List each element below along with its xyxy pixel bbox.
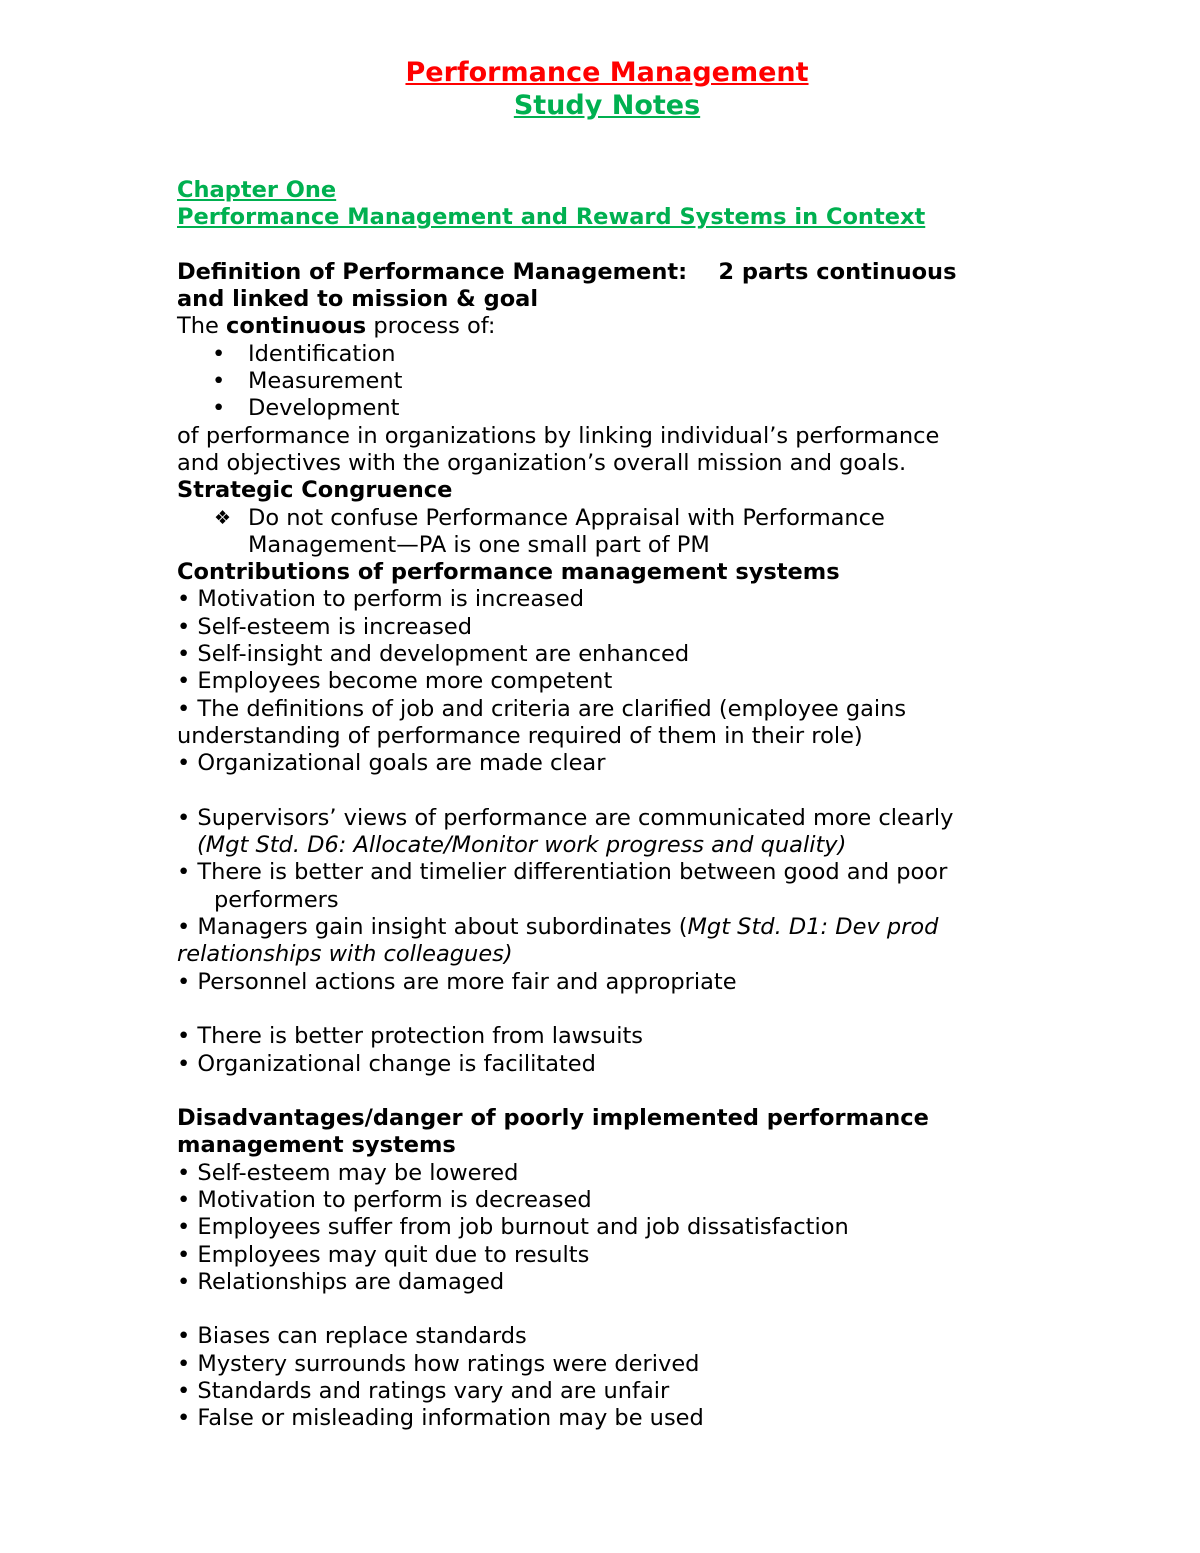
list-item: • Standards and ratings vary and are unfair xyxy=(177,1378,670,1405)
managers-standard: Mgt Std. D1: Dev prod xyxy=(687,914,939,941)
definition-heading-line2: and linked to mission & goal xyxy=(177,286,539,313)
list-item: • Relationships are damaged xyxy=(177,1268,505,1295)
list-item: • The definitions of job and criteria are clarified (employee gains xyxy=(177,695,907,722)
definition-intro-prefix: The xyxy=(177,313,226,340)
document-subtitle: Study Notes xyxy=(513,90,701,121)
list-item: • Organizational goals are made clear xyxy=(177,750,606,777)
list-item: • Self-esteem may be lowered xyxy=(177,1159,519,1186)
list-item xyxy=(177,368,1037,395)
bullet-icon: • xyxy=(212,395,226,422)
strategic-note-line2: Management—PA is one small part of PM xyxy=(248,531,710,558)
managers-prefix: • Managers gain insight about subordinates ( xyxy=(177,914,688,941)
list-item: • Personnel actions are more fair and appropriate xyxy=(177,968,737,995)
bullet-icon: • xyxy=(212,340,226,367)
diamond-bullet-icon: ❖ xyxy=(214,506,232,529)
list-item xyxy=(177,395,1037,422)
disadvantages-heading-line1: Disadvantages/danger of poorly implemented performance xyxy=(177,1105,929,1132)
chapter-heading: Performance Management and Reward Systems in Context xyxy=(177,204,926,231)
list-item: • Self-insight and development are enhanced xyxy=(177,641,690,668)
list-item xyxy=(177,341,1037,368)
definition-body-line2: and objectives with the organization’s overall mission and goals. xyxy=(177,449,907,476)
list-item: • Self-esteem is increased xyxy=(177,613,472,640)
bullet-icon: • xyxy=(212,368,226,395)
list-item-continuation: performers xyxy=(214,886,339,913)
list-item: • Employees suffer from job burnout and job dissatisfaction xyxy=(177,1214,849,1241)
definition-intro-bold: continuous xyxy=(226,313,367,340)
list-item xyxy=(177,914,1037,941)
strategic-note-line1: Do not confuse Performance Appraisal with Performance xyxy=(248,504,885,531)
list-item: • Biases can replace standards xyxy=(177,1323,527,1350)
document-title: Performance Management xyxy=(405,57,809,88)
chapter-label: Chapter One xyxy=(177,177,337,203)
strategic-heading: Strategic Congruence xyxy=(177,477,453,504)
definition-intro xyxy=(177,313,1037,340)
list-item-text: Measurement xyxy=(248,368,403,395)
definition-intro-suffix: process of: xyxy=(366,313,496,340)
document-page xyxy=(177,56,1037,1433)
list-item: • Mystery surrounds how ratings were derived xyxy=(177,1350,700,1377)
list-item: • There is better and timelier differentiation between good and poor xyxy=(177,859,948,886)
list-item: • Motivation to perform is decreased xyxy=(177,1186,592,1213)
list-item-continuation: understanding of performance required of them in their role) xyxy=(177,722,863,749)
definition-heading-line1: Definition of Performance Management: 2 parts continuous xyxy=(177,258,957,285)
managers-standard-continuation: relationships with colleagues) xyxy=(177,941,513,968)
contributions-heading: Contributions of performance management systems xyxy=(177,559,840,586)
definition-body-line1: of performance in organizations by linking individual’s performance xyxy=(177,422,940,449)
list-item: • Organizational change is facilitated xyxy=(177,1050,596,1077)
strategic-note xyxy=(177,505,1037,560)
list-item: • Motivation to perform is increased xyxy=(177,586,584,613)
supervisors-note: (Mgt Std. D6: Allocate/Monitor work progress and quality) xyxy=(197,832,847,859)
list-item: • Supervisors’ views of performance are communicated more clearly xyxy=(177,804,954,831)
disadvantages-heading-line2: management systems xyxy=(177,1132,456,1159)
list-item: • There is better protection from lawsuits xyxy=(177,1023,643,1050)
list-item: • Employees may quit due to results xyxy=(177,1241,590,1268)
list-item-text: Development xyxy=(248,395,400,422)
list-item-text: Identification xyxy=(248,340,396,367)
list-item: • False or misleading information may be used xyxy=(177,1405,704,1432)
list-item: • Employees become more competent xyxy=(177,668,613,695)
